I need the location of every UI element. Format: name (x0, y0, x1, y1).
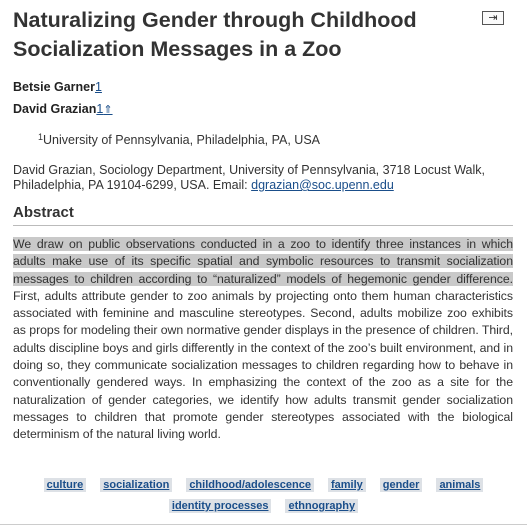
affiliation-link[interactable]: 1 (94, 80, 102, 94)
abstract-heading: Abstract (13, 204, 74, 221)
keyword-childhood-adolescence[interactable]: childhood/adolescence (186, 478, 314, 492)
author-garner (13, 80, 102, 94)
article-title: Naturalizing Gender through Childhood Socialization Messages in a Zoo (13, 8, 417, 61)
affiliation-text: University of Pennsylvania, Philadelphia, PA, USA (43, 133, 321, 147)
keywords-row-2 (0, 499, 527, 513)
email-link[interactable]: dgrazian@soc.upenn.edu (251, 178, 394, 192)
keywords-row-1 (0, 478, 527, 492)
abstract-text (13, 236, 513, 444)
arrow-box-icon: ⇥ (488, 12, 498, 24)
corresponding-author-link[interactable]: ⇑ (103, 104, 113, 116)
keyword-socialization[interactable]: socialization (100, 478, 172, 492)
highlighted-text[interactable]: We draw on public observations conducted in a zoo to identify three instances in which adults make use of its specific spatial and symbolic resources to transmit socialization messages to children according to “naturalized” models of hegemonic gender difference. (13, 237, 513, 286)
affiliation (38, 132, 320, 147)
keyword-gender[interactable]: gender (380, 478, 423, 492)
keyword-animals[interactable]: animals (436, 478, 483, 492)
affiliation-link[interactable]: 1 (96, 102, 104, 116)
keyword-culture[interactable]: culture (44, 478, 87, 492)
correspondence (13, 163, 518, 193)
abstract-body: First, adults attribute gender to zoo animals by projecting onto them human characteristics associated with feminine and masculine stereotypes. Second, adults mobilize zoo exhibits as props for modeling their own normative gender displays in the presence of children. Third, adults discipline boys and girls differently in the context of the zoo’s built environment, and in doing so, they communicate socialization messages to children regarding how to behave in conventionally gendered ways. In emphasizing the context of the zoo as a site for the naturalization of gender categories, we identify how adults transmit gender socialization messages to children that promote gender stereotypes associated with the biological determinism of the natural living world. (13, 288, 513, 442)
divider (0, 524, 527, 525)
keyword-family[interactable]: family (328, 478, 366, 492)
divider (13, 225, 513, 226)
expand-button[interactable] (482, 11, 504, 25)
author-name: David Grazian (13, 102, 97, 116)
affiliation-mark: 1 (38, 132, 44, 142)
author-name: Betsie Garner (13, 80, 95, 94)
correspondence-text: David Grazian, Sociology Department, University of Pennsylvania, 3718 Locust Walk, Philadelphia, PA 19104-6299, USA. Email: (13, 163, 485, 192)
keyword-identity-processes[interactable]: identity processes (169, 499, 272, 513)
author-grazian (13, 102, 113, 116)
keyword-ethnography[interactable]: ethnography (285, 499, 358, 513)
